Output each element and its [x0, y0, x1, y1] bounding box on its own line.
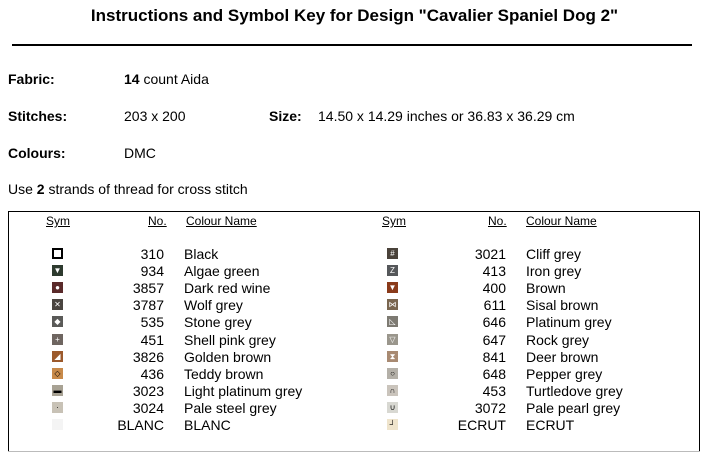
colour-name: Stone grey	[184, 314, 252, 331]
open-down-triangle-icon: ▽	[387, 334, 398, 345]
hourglass-icon: ⧗	[387, 351, 398, 362]
bar-icon: ▬	[53, 385, 62, 395]
size-label: Size:	[269, 108, 302, 124]
colour-name: Turtledove grey	[526, 382, 623, 399]
colour-name: Teddy brown	[184, 365, 264, 382]
colours-value: DMC	[124, 145, 156, 161]
dmc-number: 648	[482, 365, 506, 382]
dmc-number: ECRUT	[457, 417, 506, 433]
bowtie-icon: ⋈	[388, 300, 397, 310]
dmc-number: 3787	[132, 297, 164, 314]
colour-name: Sisal brown	[526, 297, 599, 314]
note-post: strands of thread for cross stitch	[44, 181, 248, 197]
colour-name: Cliff grey	[526, 246, 581, 262]
dmc-number: 611	[483, 297, 506, 314]
key-row	[0, 366, 709, 383]
stitches-value: 203 x 200	[124, 108, 186, 124]
circle-icon: ●	[52, 282, 63, 293]
dot-icon: ·	[52, 402, 63, 413]
header-sym-right: Sym	[382, 214, 406, 228]
fabric-value	[124, 71, 209, 87]
colour-name: Brown	[526, 280, 566, 297]
fabric-type: count Aida	[139, 71, 209, 87]
table-bottom-line	[8, 451, 700, 452]
strands-count: 2	[36, 181, 45, 197]
key-row	[0, 383, 709, 400]
key-row	[0, 314, 709, 331]
dmc-number: 934	[140, 263, 164, 280]
dmc-number: 535	[140, 314, 164, 331]
colour-name: Shell pink grey	[184, 331, 276, 348]
title-rule	[12, 44, 692, 46]
key-row	[0, 349, 709, 366]
colour-name: Light platinum grey	[184, 382, 303, 399]
note-pre: Use	[8, 181, 37, 197]
down-triangle-icon: ▼	[388, 283, 397, 293]
colour-name: ECRUT	[526, 417, 575, 433]
colour-name: Deer brown	[526, 348, 599, 365]
colours-label: Colours:	[8, 145, 66, 161]
key-row	[0, 263, 709, 280]
corner-triangle-icon: ◢	[52, 351, 63, 362]
dmc-number: 3072	[474, 399, 506, 416]
down-triangle-icon: ▼	[53, 266, 62, 276]
z-icon: Z	[387, 265, 398, 276]
corner-triangle-icon: ◺	[387, 316, 398, 327]
strands-note	[8, 181, 248, 197]
dmc-number: 413	[482, 263, 506, 280]
header-no-left: No.	[148, 214, 167, 228]
key-row	[0, 297, 709, 314]
dmc-number: 3826	[132, 348, 164, 365]
stitches-label: Stitches:	[8, 108, 68, 124]
dmc-number: 3023	[132, 382, 164, 399]
dmc-number: 400	[482, 280, 506, 297]
cup-icon: ∪	[387, 402, 398, 413]
dmc-number: 3857	[132, 280, 164, 297]
dmc-number: BLANC	[117, 417, 164, 433]
header-name-left: Colour Name	[186, 214, 257, 228]
dmc-number: 310	[140, 246, 164, 262]
diamond-icon: ◆	[52, 316, 63, 327]
cap-icon: ∩	[387, 385, 398, 396]
key-row	[0, 280, 709, 297]
dmc-number: 436	[140, 365, 164, 382]
header-sym-left: Sym	[46, 214, 70, 228]
colour-name: Rock grey	[526, 331, 590, 348]
colour-name: Dark red wine	[184, 280, 271, 297]
plus-icon: +	[52, 334, 63, 345]
dmc-number: 3021	[474, 246, 506, 262]
colour-name: Platinum grey	[526, 314, 612, 331]
dmc-number: 646	[482, 314, 506, 331]
dmc-number: 451	[140, 331, 164, 348]
key-row	[0, 417, 709, 434]
dmc-number: 841	[482, 348, 506, 365]
size-value: 14.50 x 14.29 inches or 36.83 x 36.29 cm	[318, 108, 575, 124]
header-name-right: Colour Name	[526, 214, 597, 228]
open-diamond-icon: ◇	[52, 368, 63, 379]
dmc-number: 3024	[132, 399, 164, 416]
colour-name: Iron grey	[526, 263, 582, 280]
colour-name: Pepper grey	[526, 365, 603, 382]
key-row	[0, 400, 709, 417]
colour-name: Black	[184, 246, 219, 262]
colour-name: BLANC	[184, 417, 231, 433]
key-row	[0, 246, 709, 263]
header-no-right: No.	[488, 214, 507, 228]
hash-icon: #	[387, 248, 398, 259]
dmc-number: 453	[482, 382, 506, 399]
colour-name: Wolf grey	[184, 297, 243, 314]
fabric-label: Fabric:	[8, 71, 55, 87]
colour-name: Algae green	[184, 263, 260, 280]
page-title: Instructions and Symbol Key for Design "Cavalier Spaniel Dog 2"	[90, 6, 619, 25]
colour-name: Pale pearl grey	[526, 399, 621, 416]
fabric-count: 14	[124, 71, 140, 87]
colour-name: Golden brown	[184, 348, 272, 365]
dmc-number: 647	[482, 331, 506, 348]
cross-icon: ✕	[52, 299, 63, 310]
colour-name: Pale steel grey	[184, 399, 277, 416]
key-row	[0, 332, 709, 349]
open-circle-icon: ○	[387, 368, 398, 379]
corner-icon: ┘	[387, 419, 398, 430]
